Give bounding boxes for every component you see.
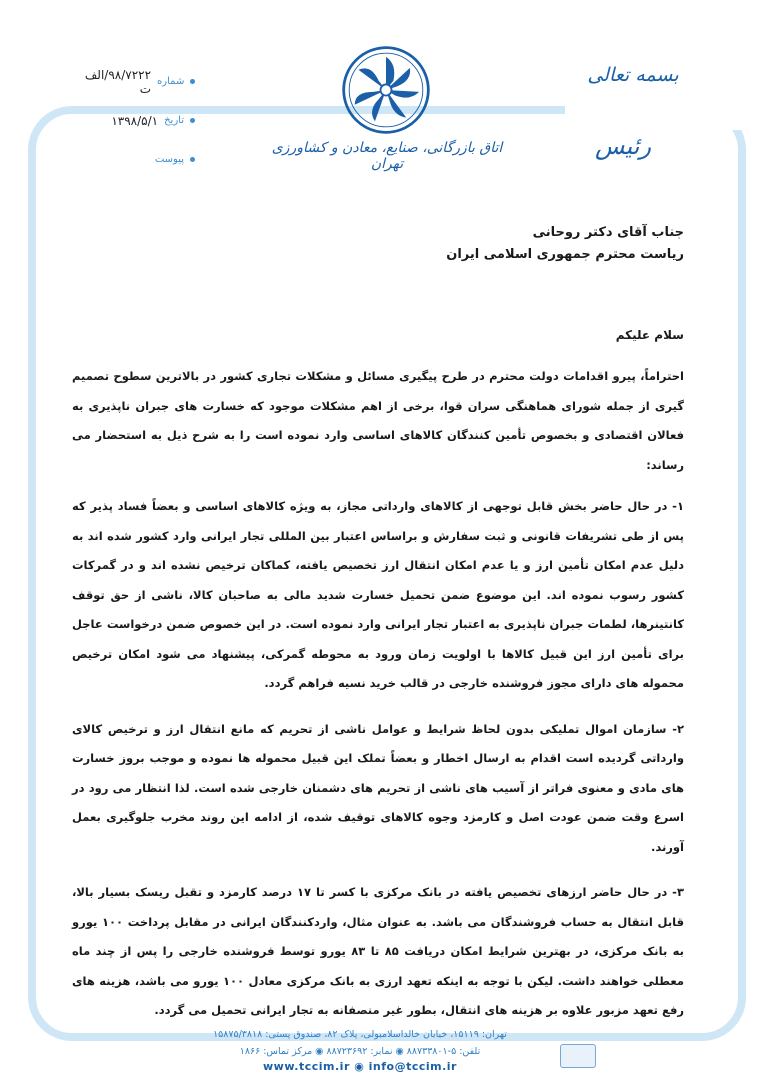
item-3-paragraph: ۳- در حال حاضر ارزهای تخصیص یافته در بانک مرکزی با کسر تا ۱۷ درصد کارمزد و تقبل ریسک بسیار بالا، قابل انتقال به حساب فروشندگان می باشد. به عنوان مثال، واردکنندگان ایرانی در مقابل پرداخت ۱۰۰ یورو به بانک مرکزی، در بهترین شرایط امکان دریافت ۸۵ تا ۸۳ یورو توسط فروشنده خارجی را پس از چند ماه معطلی خواهند داشت. لیکن با توجه به اینکه تعهد ارزی به بانک مرکزی معادل ۱۰۰ یورو می باشد، هزینه های رفع تعهد مزبور علاوه بر هزینه های انتقال، بطور غیر منصفانه به تجار ایرانی تحمیل می گردد. — [72, 885, 684, 1017]
frame-gap — [565, 90, 745, 130]
basmala: بسمه تعالی — [587, 64, 679, 86]
bullet-icon — [190, 79, 195, 84]
footer-address: تهران: ۱۵۱۱۹، خیابان خالداسلامبولی، پلاک ۸۲، صندوق پستی: ۱۵۸۷۵/۳۸۱۸ — [213, 1029, 507, 1040]
item-2-paragraph: ۲- سازمان اموال تملیکی بدون لحاظ شرایط و عوامل ناشی از تحریم که مانع انتقال ارز و ترخیص کالای وارداتی گردیده است اقدام به ارسال اخطار و بعضاً تملک این قبیل محموله ها نموده و موجب بروز خسارت های مادی و معنوی فراتر از آسیب های ناشی از تحریم های دشمنان خارجی شده است. لذا انتظار می رود در اسرع وقت ضمن عودت اصل و کارمزد وجوه کالاهای توقیف شده، از ادامه این روند مخرب جلوگیری بعمل آورند. — [72, 721, 684, 854]
number-label: شماره — [157, 76, 185, 87]
bullet-icon — [190, 157, 195, 162]
organization-name: اتاق بازرگانی، صنایع، معادن و کشاورزی تهران — [271, 140, 503, 172]
intro-paragraph: احتراماً، پیرو اقدامات دولت محترم در طرح پیگیری مسائل و مشکلات تجاری کشور در بالاترین سطوح تصمیم گیری از جمله شورای هماهنگی سران قوا، برخی از اهم مشکلات موجود که خسارت های جبران ناپذیری به فعالان اقتصادی و بخصوص تأمین کنندگان کالاهای اساسی وارد نموده است را به شرح ذیل به استحضار می رساند: — [72, 369, 684, 472]
president-title: رئیس — [594, 132, 652, 160]
recipient-title: ریاست محترم جمهوری اسلامی ایران — [446, 247, 684, 262]
attachment-label: پیوست — [154, 154, 184, 165]
date-row — [75, 101, 195, 140]
attachment-row — [75, 140, 195, 179]
footer-phones: تلفن: ۵-۸۸۷۳۳۸۰۱ ◉ نمابر: ۸۸۷۲۳۶۹۲ ◉ مرکز تماس: ۱۸۶۶ — [239, 1046, 481, 1057]
footer-web: www.tccim.ir ◉ info@tccim.ir — [263, 1060, 457, 1073]
letter-body — [72, 222, 684, 1026]
certification-badge-icon — [560, 1044, 596, 1068]
date-label: تاریخ — [164, 115, 184, 126]
recipient-name: جناب آقای دکتر روحانی — [532, 225, 684, 240]
greeting: سلام علیکم — [615, 328, 684, 342]
letter-number: ۹۸/۷۲۲۲/الف ت — [84, 67, 152, 96]
item-1-paragraph: ۱- در حال حاضر بخش قابل توجهی از کالاهای وارداتی مجاز، به ویژه کالاهای اساسی و بعضاً فساد پذیر که پس از طی تشریفات قانونی و ثبت سفارش و براساس اعتبار بین المللی تجار ایرانی وارد کشور شده اند به دلیل عدم امکان تأمین ارز و یا عدم امکان انتقال ارز تخصیص یافته، کماکان ترخیص نشده اند و در گمرکات کشور رسوب نموده اند. این موضوع ضمن تحمیل خسارت شدید مالی به صاحبان کالا، ناشی از حق توقف کانتینرها، لطمات جبران ناپذیری به اعتبار تجار ایرانی وارد نموده است. در این خصوص ضمن درخواست عاجل برای تأمین ارز این قبیل کالاها با اولویت زمان ورود به محوطه گمرکی، پیشنهاد می شود امکان ترخیص محموله های دارای مجوز فروشنده خارجی در قالب خرید نسیه فراهم گردد. — [72, 499, 684, 690]
letter-date: ۱۳۹۸/۵/۱ — [111, 113, 159, 128]
bullet-icon — [190, 118, 195, 123]
letter-footer — [150, 1026, 570, 1073]
chamber-logo-icon — [340, 44, 432, 136]
number-row — [75, 62, 195, 101]
letter-meta — [75, 62, 195, 179]
